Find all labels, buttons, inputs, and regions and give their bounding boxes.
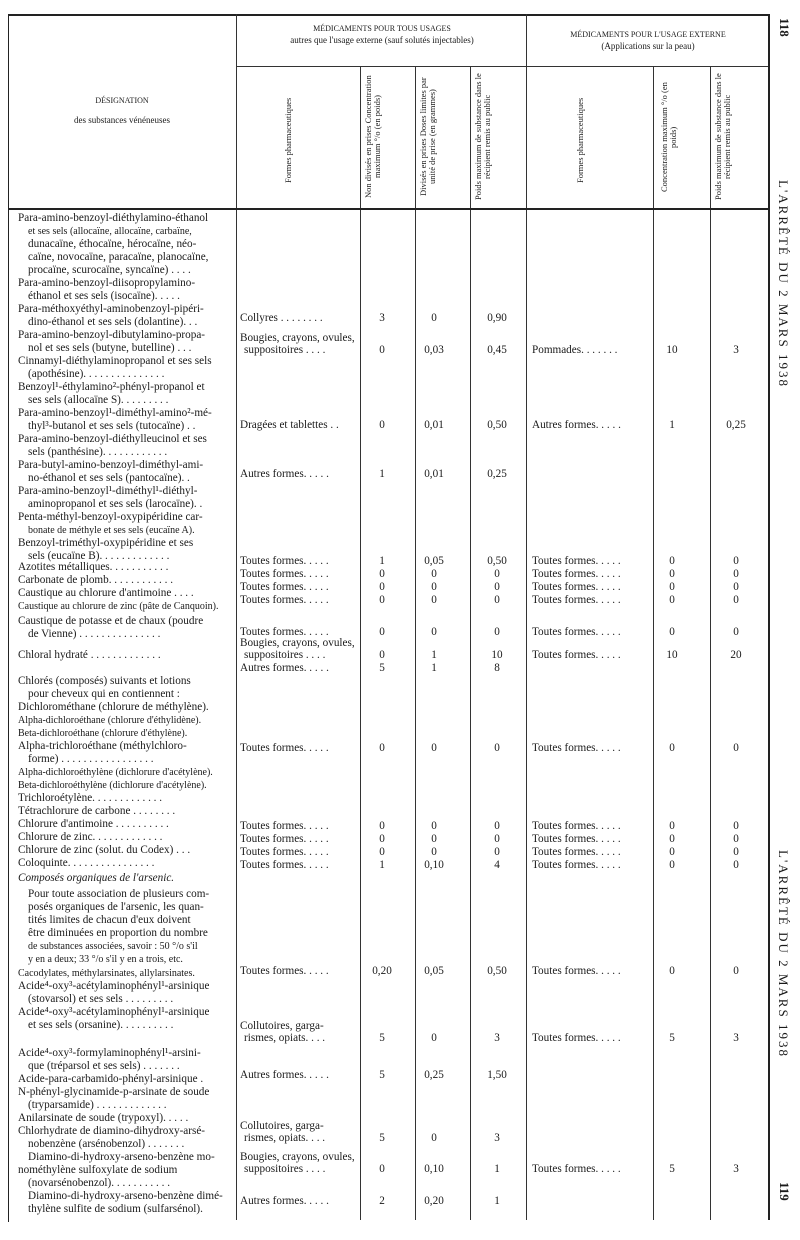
designation-line: Alpha-dichloroéthane (chlorure d'éthylidène). bbox=[18, 715, 202, 726]
page-number-top: 118 bbox=[777, 18, 792, 37]
designation-line: tités limites de chacun d'eux doivent bbox=[28, 914, 191, 926]
formes-cell: Bougies, crayons, ovules, bbox=[240, 637, 355, 649]
designation-line: Beta-dichloroéthylène (dichlorure d'acétylène). bbox=[18, 780, 207, 791]
formes-cell: rismes, opiats. . . . bbox=[244, 1132, 326, 1144]
dose-cell: 0,01 bbox=[424, 468, 444, 480]
ext-concentration-cell: 0 bbox=[669, 859, 675, 871]
designation-line: sels (panthésine). . . . . . . . . . . . bbox=[28, 446, 168, 458]
ext-formes-cell: Toutes formes. . . . . bbox=[532, 626, 621, 638]
formes-cell: Toutes formes. . . . . bbox=[240, 965, 329, 977]
designation-line: de Vienne) . . . . . . . . . . . . . . . bbox=[28, 628, 161, 640]
group-external-sub: (Applications sur la peau) bbox=[601, 41, 695, 51]
ext-poids-cell: 0 bbox=[733, 833, 739, 845]
ext-formes-cell: Toutes formes. . . . . bbox=[532, 649, 621, 661]
designation-line: Acide-para-carbamido-phényl-arsinique . bbox=[18, 1073, 204, 1085]
designation-line: Diamino-di-hydroxy-arseno-benzène dimé- bbox=[28, 1190, 223, 1202]
col-rule bbox=[526, 14, 527, 1220]
group-external-title: MÉDICAMENTS POUR L'USAGE EXTERNE bbox=[570, 30, 726, 39]
concentration-cell: 1 bbox=[379, 859, 385, 871]
formes-cell: Toutes formes. . . . . bbox=[240, 581, 329, 593]
group-internal-title: MÉDICAMENTS POUR TOUS USAGES bbox=[313, 24, 451, 33]
poids-cell: 0 bbox=[494, 846, 500, 858]
designation-line: et ses sels (orsanine). . . . . . . . . . bbox=[28, 1019, 174, 1031]
designation-line: Coloquinte. . . . . . . . . . . . . . . . bbox=[18, 857, 155, 869]
col-rule bbox=[653, 66, 654, 1220]
ext-poids-cell: 3 bbox=[733, 344, 739, 356]
dose-cell: 0,10 bbox=[424, 859, 444, 871]
designation-line: Para-méthoxyéthyl-aminobenzoyl-pipéri- bbox=[18, 303, 204, 315]
poids-cell: 0 bbox=[494, 742, 500, 754]
ext-poids-cell: 0 bbox=[733, 820, 739, 832]
designation-line: de substances associées, savoir : 50 °/o s'il bbox=[28, 941, 198, 952]
designation-line: Anilarsinate de soude (trypoxyl). . . . . bbox=[18, 1112, 189, 1124]
ext-concentration-cell: 0 bbox=[669, 965, 675, 977]
ext-formes-cell: Toutes formes. . . . . bbox=[532, 833, 621, 845]
ext-formes-cell: Toutes formes. . . . . bbox=[532, 581, 621, 593]
ext-poids-cell: 0 bbox=[733, 555, 739, 567]
ext-concentration-cell: 5 bbox=[669, 1163, 675, 1175]
designation-line: Alpha-dichloroéthylène (dichlorure d'acétylène). bbox=[18, 767, 213, 778]
page-number-bottom: 119 bbox=[777, 1182, 792, 1201]
poids-cell: 10 bbox=[491, 649, 503, 661]
dose-cell: 0 bbox=[431, 594, 437, 606]
formes-cell: Toutes formes. . . . . bbox=[240, 626, 329, 638]
designation-line: y en a deux; 33 °/o s'il y en a trois, etc. bbox=[28, 954, 183, 965]
designation-line: éthanol et ses sels (isocaïne). . . . . bbox=[28, 290, 180, 302]
header-rule bbox=[236, 66, 768, 67]
ext-poids-cell: 3 bbox=[733, 1032, 739, 1044]
designation-line: que (tréparsol et ses sels) . . . . . . . bbox=[28, 1060, 180, 1072]
poids-cell: 0,25 bbox=[487, 468, 507, 480]
ext-concentration-cell: 0 bbox=[669, 568, 675, 580]
ext-formes-cell: Toutes formes. . . . . bbox=[532, 820, 621, 832]
designation-line: Tétrachlorure de carbone . . . . . . . . bbox=[18, 805, 176, 817]
designation-line: ses sels (allocaïne S). . . . . . . . . bbox=[28, 394, 169, 406]
designation-line: (stovarsol) et ses sels . . . . . . . . . bbox=[28, 993, 174, 1005]
dose-cell: 0,25 bbox=[424, 1069, 444, 1081]
poids-cell: 1 bbox=[494, 1163, 500, 1175]
col-rule bbox=[768, 14, 770, 1220]
formes-cell: Autres formes. . . . . bbox=[240, 662, 329, 674]
poids-cell: 3 bbox=[494, 1032, 500, 1044]
header-rule bbox=[8, 208, 768, 210]
designation-line: Chlorés (composés) suivants et lotions bbox=[18, 675, 191, 687]
ext-concentration-cell: 0 bbox=[669, 594, 675, 606]
concentration-cell: 2 bbox=[379, 1195, 385, 1207]
ext-poids-cell: 0 bbox=[733, 859, 739, 871]
formes-cell: Toutes formes. . . . . bbox=[240, 568, 329, 580]
formes-cell: Bougies, crayons, ovules, bbox=[240, 332, 355, 344]
ext-concentration-cell: 0 bbox=[669, 555, 675, 567]
formes-cell: rismes, opiats. . . . bbox=[244, 1032, 326, 1044]
designation-line: Chlorure de zinc (solut. du Codex) . . . bbox=[18, 844, 191, 856]
poids-cell: 0 bbox=[494, 820, 500, 832]
designation-line: thylène sulfite de sodium (sulfarsénol). bbox=[28, 1203, 203, 1215]
designation-line: Beta-dichloroéthane (chlorure d'éthylène). bbox=[18, 728, 188, 739]
designation-line: (tryparsamide) . . . . . . . . . . . . . bbox=[28, 1099, 167, 1111]
formes-cell: Autres formes. . . . . bbox=[240, 1195, 329, 1207]
dose-cell: 0 bbox=[431, 1032, 437, 1044]
designation-line: caïne, novocaïne, paracaïne, planocaïne, bbox=[28, 251, 209, 263]
ext-concentration-cell: 10 bbox=[666, 649, 678, 661]
formes-cell: Autres formes. . . . . bbox=[240, 1069, 329, 1081]
concentration-cell: 5 bbox=[379, 662, 385, 674]
formes-cell: Toutes formes. . . . . bbox=[240, 846, 329, 858]
designation-line: Azotites métalliques. . . . . . . . . . . bbox=[18, 561, 169, 573]
concentration-cell: 0 bbox=[379, 833, 385, 845]
designation-line: thyl³-butanol et ses sels (tutocaïne) . . bbox=[28, 420, 196, 432]
designation-line: dunacaïne, éthocaïne, hérocaïne, néo- bbox=[28, 238, 197, 250]
formes-cell: suppositoires . . . . bbox=[244, 649, 326, 661]
designation-line: Acide⁴-oxy³-formylaminophényl¹-arsini- bbox=[18, 1047, 201, 1059]
col-rule bbox=[415, 66, 416, 1220]
formes-cell: Autres formes. . . . . bbox=[240, 468, 329, 480]
ext-concentration-cell: 0 bbox=[669, 846, 675, 858]
ext-formes-cell: Toutes formes. . . . . bbox=[532, 594, 621, 606]
designation-sub: des substances vénéneuses bbox=[74, 115, 170, 125]
designation-line: no-éthanol et ses sels (pantocaïne). . bbox=[28, 472, 190, 484]
dose-cell: 0 bbox=[431, 846, 437, 858]
concentration-cell: 0 bbox=[379, 626, 385, 638]
designation-line: aminopropanol et ses sels (larocaïne). . bbox=[28, 498, 203, 510]
dose-cell: 0 bbox=[431, 742, 437, 754]
concentration-cell: 0 bbox=[379, 568, 385, 580]
poids-cell: 3 bbox=[494, 1132, 500, 1144]
ext-poids-cell: 20 bbox=[730, 649, 742, 661]
designation-line: Pour toute association de plusieurs com- bbox=[28, 888, 210, 900]
designation-line: Chloral hydraté . . . . . . . . . . . . . bbox=[18, 649, 161, 661]
group-internal-sub: autres que l'usage externe (sauf solutés injectables) bbox=[290, 35, 474, 45]
ext-poids-cell: 0 bbox=[733, 846, 739, 858]
ext-formes-cell: Toutes formes. . . . . bbox=[532, 846, 621, 858]
dose-cell: 0,05 bbox=[424, 965, 444, 977]
concentration-cell: 3 bbox=[379, 312, 385, 324]
designation-line: sels (eucaïne B). . . . . . . . . . . . . bbox=[28, 550, 170, 562]
concentration-cell: 5 bbox=[379, 1132, 385, 1144]
poids-cell: 0,50 bbox=[487, 419, 507, 431]
ext-formes-cell: Toutes formes. . . . . bbox=[532, 859, 621, 871]
ext-poids-cell: 0 bbox=[733, 568, 739, 580]
designation-line: Trichloroétylène. . . . . . . . . . . . . bbox=[18, 792, 163, 804]
formes-cell: suppositoires . . . . bbox=[244, 1163, 326, 1175]
col-divises-header: Divisés en prises Doses limites par unité de prise (en grammes) bbox=[418, 77, 437, 197]
ext-concentration-cell: 0 bbox=[669, 742, 675, 754]
ext-poids-cell: 0 bbox=[733, 581, 739, 593]
col-ext-poids-header: Poids maximum de substance dans le récipient remis au public bbox=[713, 73, 732, 201]
col-poids-header: Poids maximum de substance dans le récipient remis au public bbox=[473, 73, 492, 201]
designation-line: Chlorure d'antimoine . . . . . . . . . . bbox=[18, 818, 169, 830]
designation-line: Chlorhydrate de diamino-dihydroxy-arsé- bbox=[18, 1125, 206, 1137]
formes-cell: Toutes formes. . . . . bbox=[240, 859, 329, 871]
designation-line: Carbonate de plomb. . . . . . . . . . . . bbox=[18, 574, 174, 586]
ext-poids-cell: 3 bbox=[733, 1163, 739, 1175]
ext-poids-cell: 0 bbox=[733, 742, 739, 754]
ext-concentration-cell: 5 bbox=[669, 1032, 675, 1044]
designation-line: Diamino-di-hydroxy-arseno-benzène mo- bbox=[28, 1151, 215, 1163]
designation-line: Para-amino-benzoyl¹-diméthyl-amino²-mé- bbox=[18, 407, 212, 419]
ext-formes-cell: Toutes formes. . . . . bbox=[532, 568, 621, 580]
poids-cell: 0 bbox=[494, 581, 500, 593]
formes-cell: Bougies, crayons, ovules, bbox=[240, 1151, 355, 1163]
ext-poids-cell: 0 bbox=[733, 594, 739, 606]
designation-line: Caustique de potasse et de chaux (poudre bbox=[18, 615, 204, 627]
designation-line: forme) . . . . . . . . . . . . . . . . . bbox=[28, 753, 154, 765]
concentration-cell: 0 bbox=[379, 344, 385, 356]
designation-line: Para-amino-benzoyl¹-diméthyl¹-diéthyl- bbox=[18, 485, 198, 497]
designation-line: Composés organiques de l'arsenic. bbox=[18, 872, 175, 884]
ext-concentration-cell: 0 bbox=[669, 581, 675, 593]
dose-cell: 0 bbox=[431, 626, 437, 638]
poids-cell: 0,45 bbox=[487, 344, 507, 356]
ext-formes-cell: Toutes formes. . . . . bbox=[532, 965, 621, 977]
designation-line: Para-amino-benzoyl-diéthylleucinol et ses bbox=[18, 433, 207, 445]
ext-concentration-cell: 0 bbox=[669, 626, 675, 638]
ext-formes-cell: Toutes formes. . . . . bbox=[532, 1032, 621, 1044]
concentration-cell: 0,20 bbox=[372, 965, 392, 977]
dose-cell: 0 bbox=[431, 820, 437, 832]
dose-cell: 0,20 bbox=[424, 1195, 444, 1207]
designation-line: (novarsénobenzol). . . . . . . . . . . bbox=[28, 1177, 170, 1189]
ext-formes-cell: Autres formes. . . . . bbox=[532, 419, 621, 431]
col-rule bbox=[710, 66, 711, 1220]
dose-cell: 0 bbox=[431, 568, 437, 580]
designation-line: procaïne, scurocaïne, syncaïne) . . . . bbox=[28, 264, 191, 276]
dose-cell: 0 bbox=[431, 312, 437, 324]
designation-line: Para-amino-benzoyl-diéthylamino-éthanol bbox=[18, 212, 209, 224]
dose-cell: 0 bbox=[431, 581, 437, 593]
col-rule bbox=[236, 14, 237, 1220]
dose-cell: 0,10 bbox=[424, 1163, 444, 1175]
concentration-cell: 0 bbox=[379, 1163, 385, 1175]
designation-line: pour cheveux qui en contiennent : bbox=[28, 688, 180, 700]
ext-formes-cell: Toutes formes. . . . . bbox=[532, 1163, 621, 1175]
ext-concentration-cell: 1 bbox=[669, 419, 675, 431]
designation-line: Penta-méthyl-benzoyl-oxypipéridine car- bbox=[18, 511, 203, 523]
poids-cell: 0,50 bbox=[487, 555, 507, 567]
formes-cell: Toutes formes. . . . . bbox=[240, 594, 329, 606]
concentration-cell: 1 bbox=[379, 555, 385, 567]
formes-cell: Collyres . . . . . . . . bbox=[240, 312, 323, 324]
formes-cell: Toutes formes. . . . . bbox=[240, 555, 329, 567]
dose-cell: 0 bbox=[431, 833, 437, 845]
formes-cell: Collutoires, garga- bbox=[240, 1020, 324, 1032]
ext-concentration-cell: 0 bbox=[669, 820, 675, 832]
designation-line: nobenzène (arsénobenzol) . . . . . . . bbox=[28, 1138, 185, 1150]
poids-cell: 1,50 bbox=[487, 1069, 507, 1081]
poids-cell: 8 bbox=[494, 662, 500, 674]
designation-line: bonate de méthyle et ses sels (eucaïne A). bbox=[28, 525, 195, 536]
concentration-cell: 5 bbox=[379, 1032, 385, 1044]
poids-cell: 0 bbox=[494, 626, 500, 638]
poids-cell: 4 bbox=[494, 859, 500, 871]
poids-cell: 1 bbox=[494, 1195, 500, 1207]
concentration-cell: 0 bbox=[379, 649, 385, 661]
dose-cell: 0,03 bbox=[424, 344, 444, 356]
designation-line: Para-amino-benzoyl-diisopropylamino- bbox=[18, 277, 196, 289]
designation-title: DÉSIGNATION bbox=[95, 96, 149, 105]
col-rule bbox=[470, 66, 471, 1220]
designation-line: posés organiques de l'arsenic, les quan- bbox=[28, 901, 204, 913]
designation-line: Benzoyl-triméthyl-oxypipéridine et ses bbox=[18, 537, 194, 549]
col-ext-conc-header: Concentration maximum °/o (en poids) bbox=[659, 82, 678, 192]
concentration-cell: 0 bbox=[379, 742, 385, 754]
concentration-cell: 5 bbox=[379, 1069, 385, 1081]
designation-line: Cacodylates, méthylarsinates, allylarsinates. bbox=[18, 968, 195, 979]
designation-line: Acide⁴-oxy³-acétylaminophényl¹-arsinique bbox=[18, 980, 210, 992]
designation-line: Cinnamyl-diéthylaminopropanol et ses sels bbox=[18, 355, 212, 367]
designation-line: N-phényl-glycinamide-p-arsinate de soude bbox=[18, 1086, 210, 1098]
concentration-cell: 0 bbox=[379, 581, 385, 593]
formes-cell: Toutes formes. . . . . bbox=[240, 742, 329, 754]
ext-poids-cell: 0 bbox=[733, 965, 739, 977]
designation-line: être diminuées en proportion du nombre bbox=[28, 927, 208, 939]
designation-line: Para-butyl-amino-benzoyl-diméthyl-ami- bbox=[18, 459, 204, 471]
ext-formes-cell: Toutes formes. . . . . bbox=[532, 742, 621, 754]
poids-cell: 0 bbox=[494, 833, 500, 845]
formes-cell: Toutes formes. . . . . bbox=[240, 833, 329, 845]
designation-line: Benzoyl¹-éthylamino²-phényl-propanol et bbox=[18, 381, 205, 393]
designation-line: Alpha-trichloroéthane (méthylchloro- bbox=[18, 740, 187, 752]
designation-line: Caustique au chlorure de zinc (pâte de Canquoin). bbox=[18, 601, 219, 612]
concentration-cell: 0 bbox=[379, 820, 385, 832]
dose-cell: 1 bbox=[431, 649, 437, 661]
col-formes-header: Formes pharmaceutiques bbox=[283, 97, 293, 183]
concentration-cell: 0 bbox=[379, 846, 385, 858]
poids-cell: 0,50 bbox=[487, 965, 507, 977]
ext-concentration-cell: 0 bbox=[669, 833, 675, 845]
formes-cell: Collutoires, garga- bbox=[240, 1120, 324, 1132]
concentration-cell: 0 bbox=[379, 594, 385, 606]
ext-formes-cell: Pommades. . . . . . . bbox=[532, 344, 618, 356]
dose-cell: 0,05 bbox=[424, 555, 444, 567]
designation-line: Acide⁴-oxy³-acétylaminophényl¹-arsinique bbox=[18, 1006, 210, 1018]
formes-cell: Dragées et tablettes . . bbox=[240, 419, 339, 431]
designation-line: Dichlorométhane (chlorure de méthylène). bbox=[18, 701, 209, 713]
running-title: L'ARRÊTÉ DU 2 MARS 1938 bbox=[776, 180, 791, 388]
dose-cell: 0 bbox=[431, 1132, 437, 1144]
designation-line: (apothésine). . . . . . . . . . . . . . . bbox=[28, 368, 165, 380]
poids-cell: 0 bbox=[494, 568, 500, 580]
ext-poids-cell: 0,25 bbox=[726, 419, 746, 431]
designation-line: et ses sels (allocaïne, allocaïne, carbaïne, bbox=[28, 226, 192, 237]
designation-line: dino-éthanol et ses sels (dolantine). . . bbox=[28, 316, 198, 328]
designation-line: Caustique au chlorure d'antimoine . . . . bbox=[18, 587, 194, 599]
designation-line: nométhylène sulfoxylate de sodium bbox=[18, 1164, 178, 1176]
col-rule bbox=[360, 66, 361, 1220]
running-title-lower: L'ARRÊTÉ DU 2 MARS 1938 bbox=[776, 850, 791, 1058]
dose-cell: 0,01 bbox=[424, 419, 444, 431]
col-ext-formes-header: Formes pharmaceutiques bbox=[575, 97, 585, 183]
ext-poids-cell: 0 bbox=[733, 626, 739, 638]
poids-cell: 0 bbox=[494, 594, 500, 606]
formes-cell: Toutes formes. . . . . bbox=[240, 820, 329, 832]
concentration-cell: 1 bbox=[379, 468, 385, 480]
col-non-divises-header: Non divisés en prises Concentration maximum °/o (en poids) bbox=[363, 75, 382, 199]
designation-line: Para-amino-benzoyl-dibutylamino-propa- bbox=[18, 329, 206, 341]
dose-cell: 1 bbox=[431, 662, 437, 674]
ext-concentration-cell: 10 bbox=[666, 344, 678, 356]
poids-cell: 0,90 bbox=[487, 312, 507, 324]
designation-line: nol et ses sels (butyne, butelline) . . . bbox=[28, 342, 192, 354]
formes-cell: suppositoires . . . . bbox=[244, 344, 326, 356]
ext-formes-cell: Toutes formes. . . . . bbox=[532, 555, 621, 567]
designation-line: Chlorure de zinc. . . . . . . . . . . . . bbox=[18, 831, 163, 843]
concentration-cell: 0 bbox=[379, 419, 385, 431]
